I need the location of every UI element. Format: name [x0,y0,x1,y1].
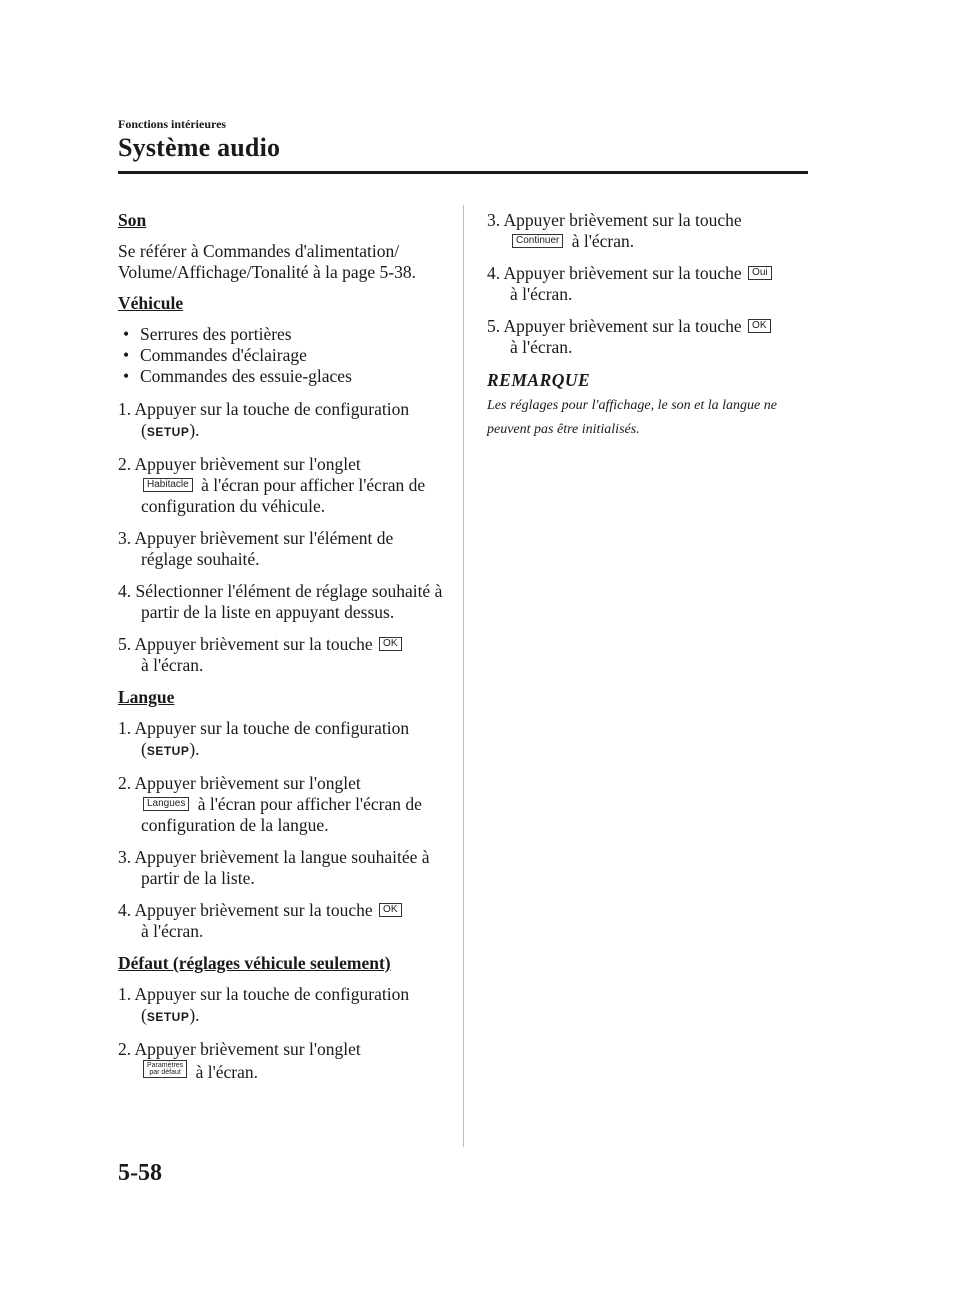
son-text: Se référer à Commandes d'alimentation/ Volume/Affichage/Tonalité à la page 5-38. [118,241,416,282]
defaut-step-5: 5. Appuyer brièvement sur la touche OK à l'écran. [487,316,812,358]
ok-button[interactable]: OK [379,903,401,917]
setup-key-icon: SETUP [146,1010,190,1024]
langue-step-1: 1. Appuyer sur la touche de configuration (SETUP). [118,718,410,759]
step-text: Appuyer brièvement sur l'onglet [134,1039,361,1059]
column-divider [463,205,464,1147]
step-text: à l'écran. [141,921,204,941]
vehicule-step-3: 3. Appuyer brièvement sur l'élément de réglage souhaité. [118,528,394,569]
step-text: Appuyer brièvement sur la touche [134,634,373,654]
habitacle-tab-button[interactable]: Habitacle [143,478,193,492]
page-number: 5-58 [118,1160,162,1186]
step-text: Sélectionner l'élément de réglage souhaité à partir de la liste en appuyant dessus. [135,581,443,622]
vehicule-bullet: • Commandes d'éclairage [118,345,448,366]
step-text: Appuyer brièvement sur l'onglet [134,454,361,474]
step-text: à l'écran. [141,655,204,675]
vehicule-bullet-list [118,324,448,387]
vehicule-bullet: • Commandes des essuie-glaces [118,366,448,387]
step-text: Appuyer brièvement sur la touche [503,316,742,336]
parametres-par-defaut-tab-button[interactable] [143,1060,187,1078]
ok-button[interactable]: OK [748,319,770,333]
step-text: Appuyer brièvement la langue souhaitée à partir de la liste. [134,847,430,888]
defaut-step-1: 1. Appuyer sur la touche de configuration (SETUP). [118,984,410,1025]
header-divider [118,171,808,174]
remarque-title: REMARQUE [487,370,591,390]
ok-button[interactable]: OK [379,637,401,651]
heading-langue: Langue [118,687,175,707]
step-text: à l'écran. [510,337,573,357]
section-label: Fonctions intérieures [118,117,227,131]
vehicule-step-5: 5. Appuyer brièvement sur la touche OK à l'écran. [118,634,448,676]
setup-key-icon: SETUP [146,744,190,758]
defaut-step-3: 3. Appuyer brièvement sur la touche Continuer à l'écran. [487,210,742,251]
tab-label-line: Paramètres [147,1062,184,1069]
heading-defaut: Défaut (réglages véhicule seulement) [118,953,391,973]
step-text: Appuyer brièvement sur la touche [134,900,373,920]
setup-key-icon: SETUP [146,425,190,439]
step-text: Appuyer brièvement sur la touche [503,210,742,230]
continuer-button[interactable]: Continuer [512,234,563,248]
right-column [487,210,812,442]
langues-tab-button[interactable]: Langues [143,797,189,811]
vehicule-bullet: • Serrures des portières [118,324,448,345]
step-text: Appuyer sur la touche de configuration [134,984,410,1004]
vehicule-step-1: 1. Appuyer sur la touche de configuration (SETUP). [118,399,410,440]
step-text: Appuyer sur la touche de configuration [134,399,410,419]
vehicule-step-2: 2. Appuyer brièvement sur l'onglet Habitacle à l'écran pour afficher l'écran de configuration du véhicule. [118,454,426,516]
step-text: à l'écran. [510,284,573,304]
langue-step-3: 3. Appuyer brièvement la langue souhaitée à partir de la liste. [118,847,430,888]
heading-vehicule: Véhicule [118,293,184,313]
step-text: Appuyer brièvement sur l'élément de réglage souhaité. [134,528,394,569]
step-text: à l'écran pour afficher l'écran de configuration du véhicule. [141,475,426,516]
langue-step-2: 2. Appuyer brièvement sur l'onglet Langues à l'écran pour afficher l'écran de configuration de la langue. [118,773,422,835]
remarque-text: Les réglages pour l'affichage, le son et la langue ne peuvent pas être initialisés. [487,398,777,437]
oui-button[interactable]: Oui [748,266,772,280]
defaut-step-2: 2. Appuyer brièvement sur l'onglet Paramètres par défaut à l'écran. [118,1039,361,1082]
defaut-step-4: 4. Appuyer brièvement sur la touche Oui à l'écran. [487,263,812,305]
step-text: à l'écran. [571,231,635,251]
left-column [118,210,448,1094]
page-title: Système audio [118,133,281,162]
vehicule-step-4: 4. Sélectionner l'élément de réglage souhaité à partir de la liste en appuyant dessus. [118,581,443,622]
step-text: à l'écran pour afficher l'écran de configuration de la langue. [141,794,422,835]
step-text: à l'écran. [195,1062,258,1082]
step-text: Appuyer brièvement sur la touche [503,263,742,283]
tab-label-line: par défaut [149,1069,181,1076]
langue-step-4: 4. Appuyer brièvement sur la touche OK à l'écran. [118,900,448,942]
step-text: Appuyer brièvement sur l'onglet [134,773,361,793]
heading-son: Son [118,210,147,230]
step-text: Appuyer sur la touche de configuration [134,718,410,738]
